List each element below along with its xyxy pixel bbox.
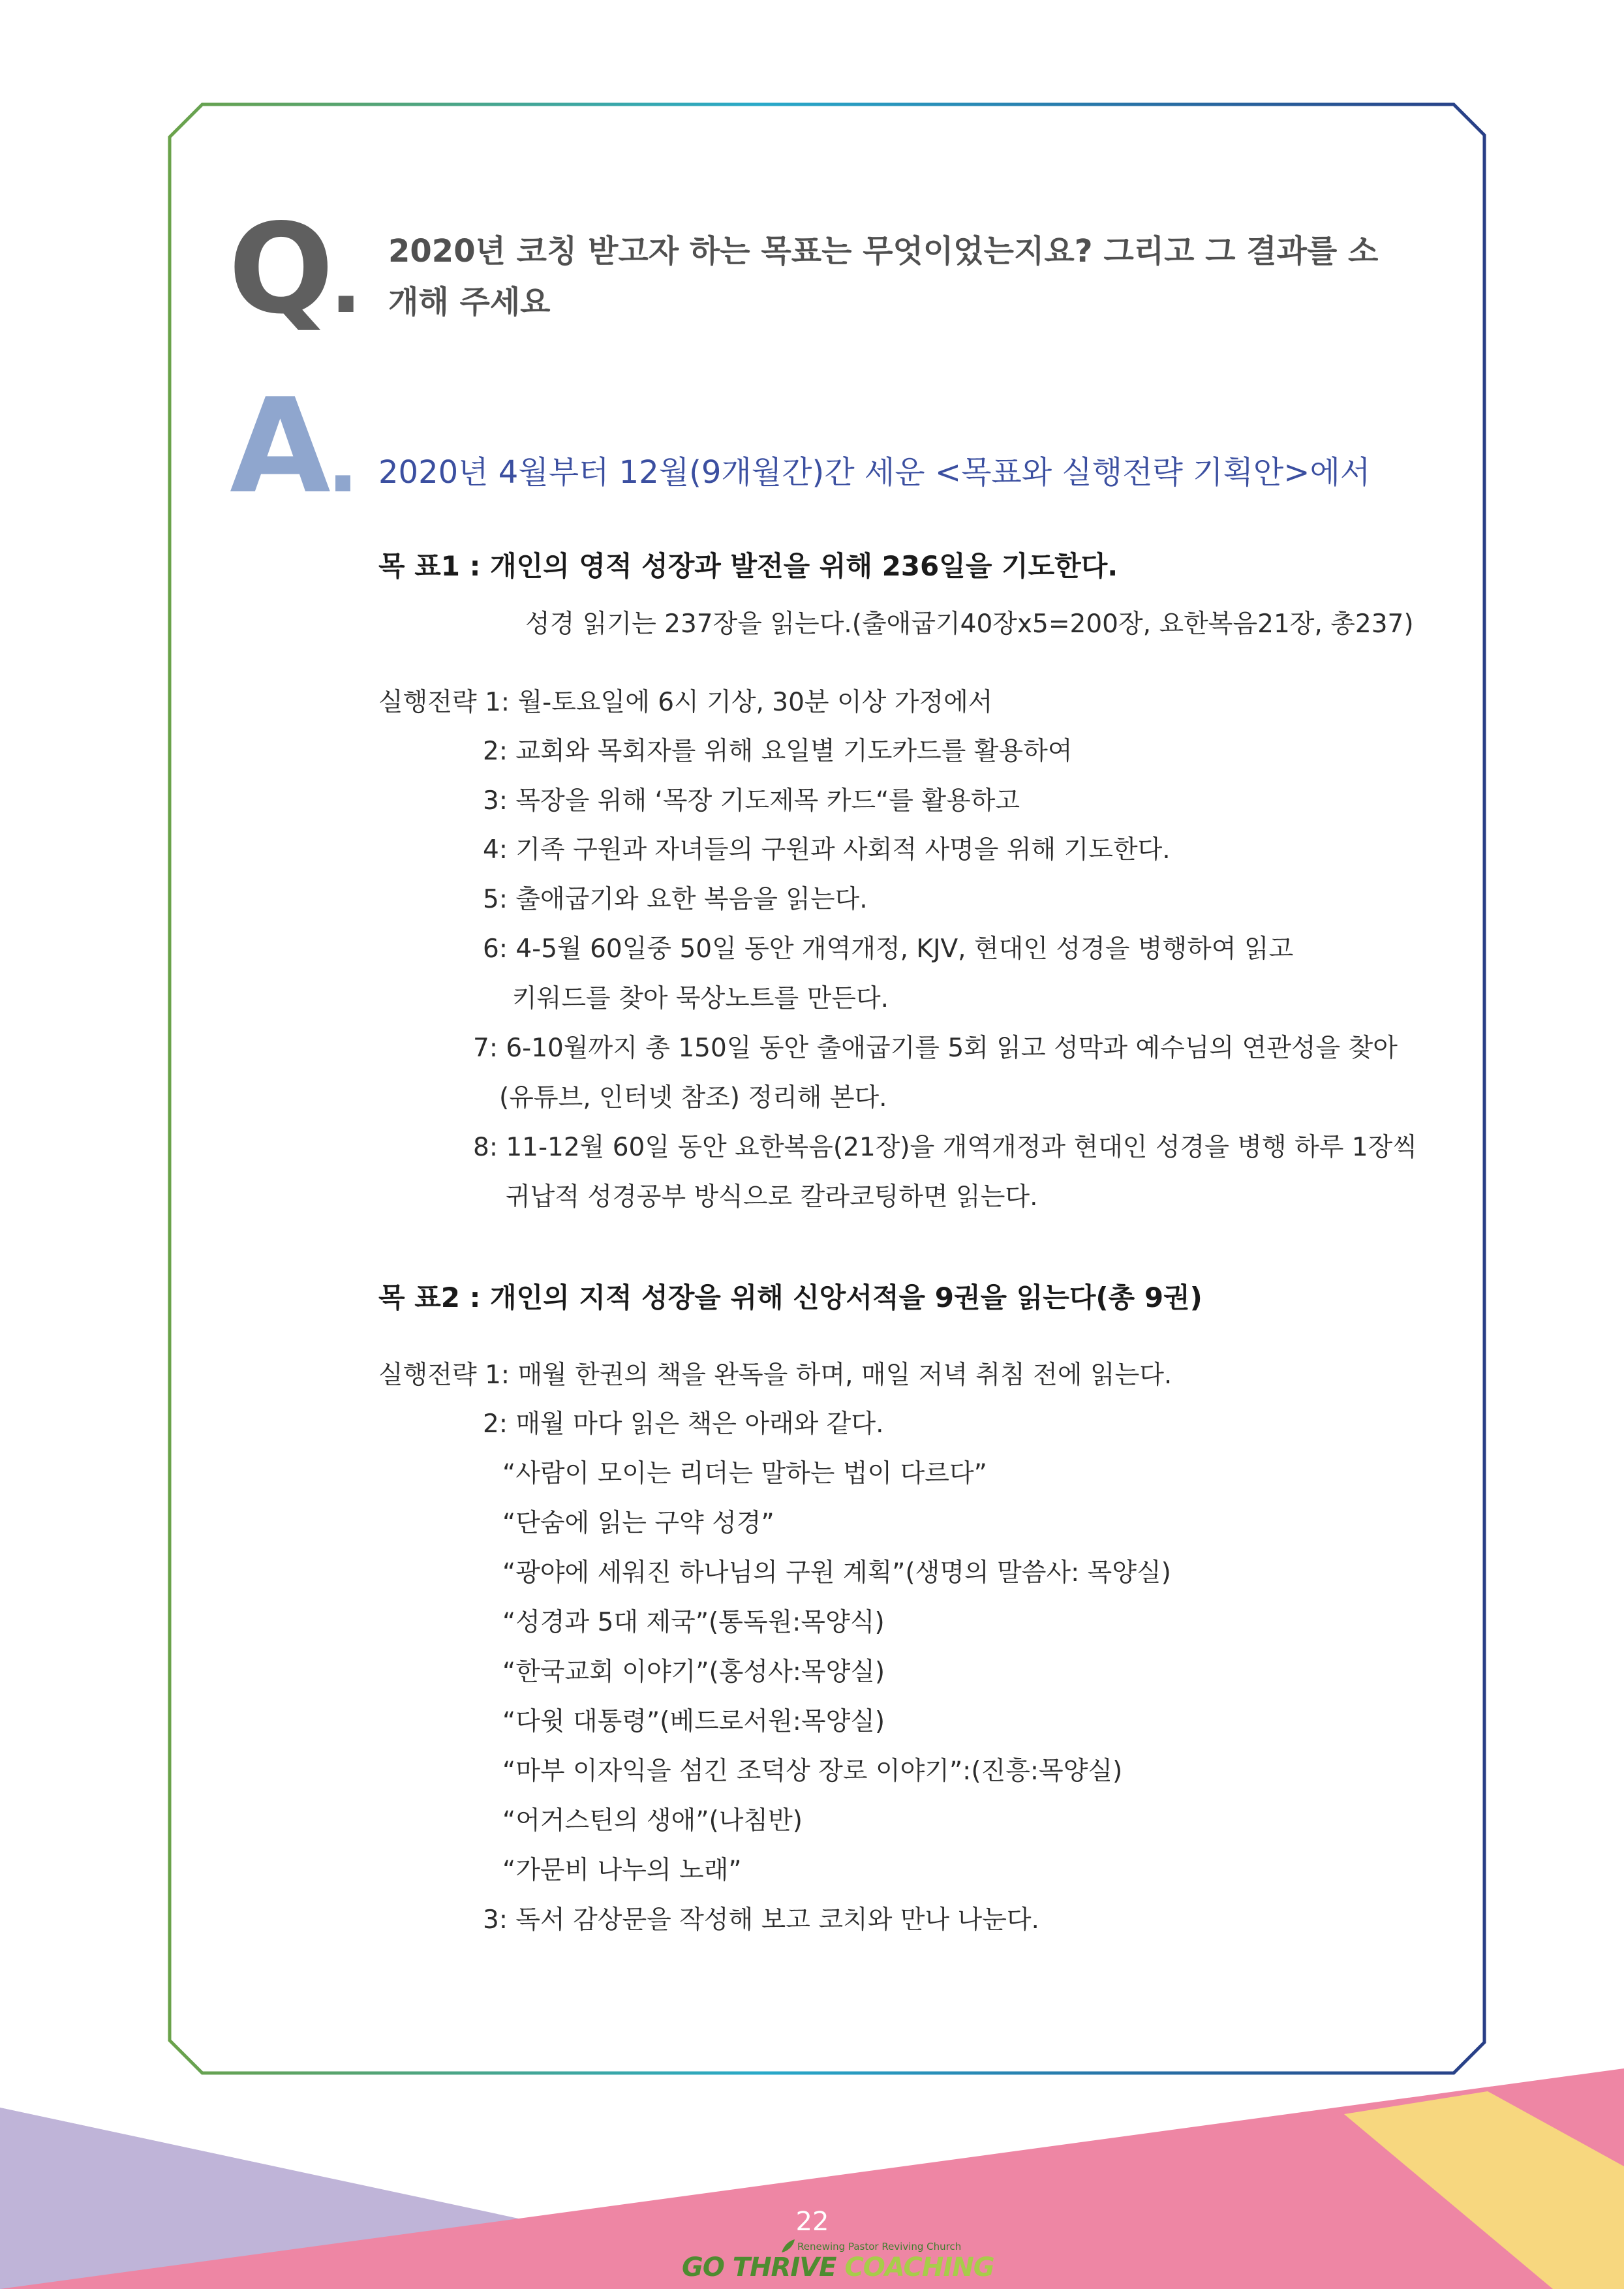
goal2-strategy-3: 3: 독서 감상문을 작성해 보고 코치와 만나 나눈다. (483, 1905, 1039, 1935)
goal1-strategy-6: 6: 4-5월 60일중 50일 동안 개역개정, KJV, 현대인 성경을 병행하여 읽고 (483, 934, 1294, 964)
goal2-book-7: “마부 이자익을 섬긴 조덕상 장로 이야기”:(진흥:목양실) (502, 1757, 1123, 1786)
goal1-strategy-8-cont: 귀납적 성경공부 방식으로 칼라코팅하면 읽는다. (506, 1182, 1038, 1212)
goal1-strategy-7: 7: 6-10월까지 총 150일 동안 출애굽기를 5회 읽고 성막과 예수님의 연관성을 찾아 (473, 1034, 1398, 1063)
goal2-strategy-2: 2: 매월 마다 읽은 책은 아래와 같다. (483, 1409, 884, 1439)
goal2-book-1: “사람이 모이는 리더는 말하는 법이 다르다” (502, 1459, 987, 1488)
goal1-sub: 성경 읽기는 237장을 읽는다.(출애굽기40장x5=200장, 요한복음21장, 총237) (525, 609, 1414, 639)
goal2-book-6: “다윗 대통령”(베드로서원:목양실) (502, 1707, 885, 1736)
goal2-strategy-1: 실행전략 1: 매월 한권의 책을 완독을 하며, 매일 저녁 취침 전에 읽는다. (378, 1360, 1172, 1390)
question-text: 2020년 코칭 받고자 하는 목표는 무엇이었는지요? 그리고 그 결과를 소개해 주세요 (388, 233, 1379, 320)
page-number: 22 (795, 2207, 829, 2237)
a-letter-mark: A. (230, 371, 356, 523)
goal1-strategy-7-cont: (유튜브, 인터넷 참조) 정리해 본다. (499, 1083, 887, 1113)
goal1-strategy-2: 2: 교회와 목회자를 위해 요일별 기도카드를 활용하여 (483, 737, 1073, 766)
goal1-strategy-4: 4: 기족 구원과 자녀들의 구원과 사회적 사명을 위해 기도한다. (483, 835, 1171, 865)
goal1-strategy-6-cont: 키워드를 찾아 묵상노트를 만든다. (512, 984, 889, 1013)
goal2-book-5: “한국교회 이야기”(홍성사:목양실) (502, 1657, 885, 1687)
goal2-title: 목 표2 : 개인의 지적 성장을 위해 신앙서적을 9권을 읽는다(총 9권) (378, 1282, 1203, 1313)
goal1-strategy-8: 8: 11-12월 60일 동안 요한복음(21장)을 개역개정과 현대인 성경을 병행 하루 1장씩 (473, 1133, 1417, 1162)
brand-tagline: Renewing Pastor Reviving Church (797, 2241, 962, 2252)
goal2-book-3: “광야에 세워진 하나님의 구원 계획”(생명의 말씀사: 목양실) (502, 1558, 1171, 1588)
goal1-strategy-3: 3: 목장을 위해 ‘목장 기도제목 카드“를 활용하고 (483, 786, 1020, 816)
goal2-book-2: “단숨에 읽는 구약 성경” (502, 1509, 774, 1538)
answer-intro: 2020년 4월부터 12월(9개월간)간 세운 <목표와 실행전략 기획안>에서 (378, 454, 1371, 491)
goal1-strategy-1: 실행전략 1: 월-토요일에 6시 기상, 30분 이상 가정에서 (378, 688, 993, 717)
goal2-book-8: “어거스틴의 생애”(나침반) (502, 1806, 803, 1836)
brand-logo: GO THRIVE COACHING (682, 2252, 994, 2282)
leaf-icon (780, 2238, 796, 2254)
goal2-book-4: “성경과 5대 제국”(통독원:목양식) (502, 1608, 885, 1637)
goal1-title: 목 표1 : 개인의 영적 성장과 발전을 위해 236일을 기도한다. (378, 550, 1118, 582)
goal1-strategy-5: 5: 출애굽기와 요한 복음을 읽는다. (483, 885, 868, 914)
goal2-book-9: “가문비 나누의 노래” (502, 1856, 742, 1885)
q-letter-mark: Q. (228, 197, 358, 341)
